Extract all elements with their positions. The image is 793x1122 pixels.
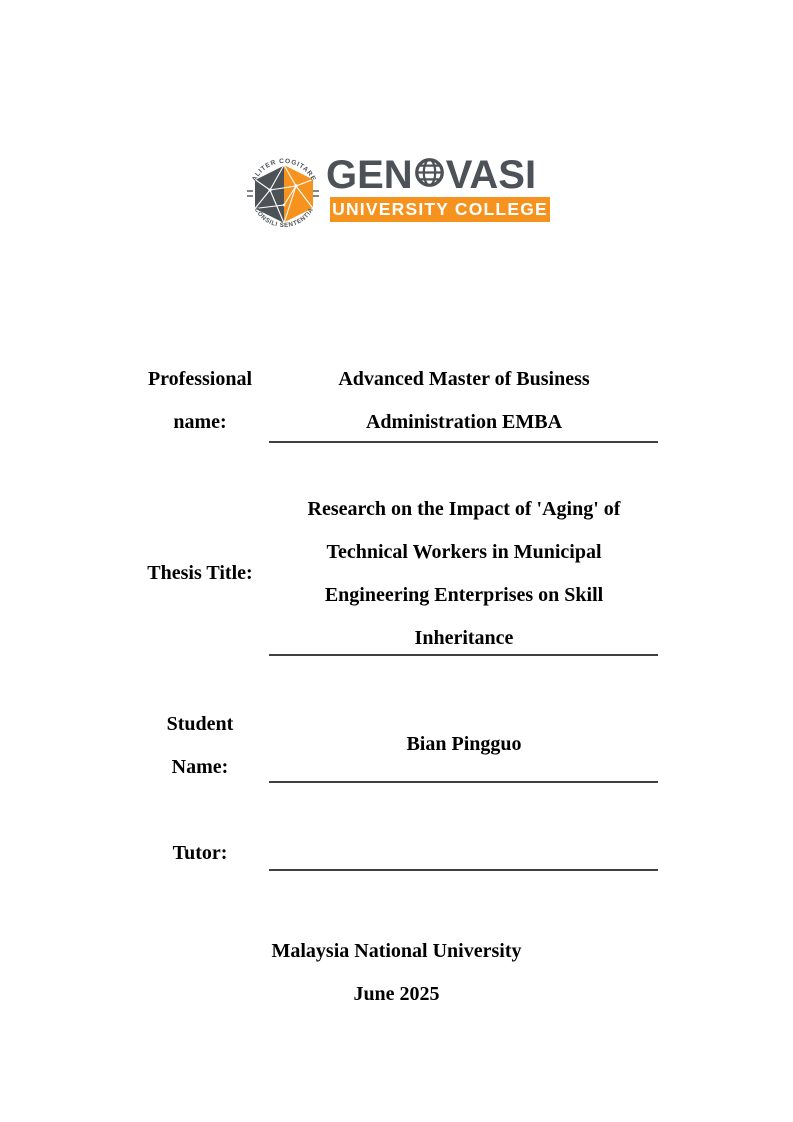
value-line: Inheritance (414, 627, 514, 649)
wordmark-text-pre: GEN (326, 153, 413, 197)
wordmark-text-post: VASI (445, 153, 537, 197)
professional-name-label (130, 358, 270, 444)
date-line: June 2025 (353, 983, 440, 1005)
label-line: name: (173, 411, 227, 433)
footer (0, 930, 793, 1016)
globe-icon (414, 157, 445, 188)
thesis-title-value (270, 488, 658, 660)
university-emblem-icon (246, 150, 320, 232)
fill-in-line-thesis (269, 654, 658, 656)
student-name-value: Bian Pingguo (406, 733, 522, 755)
label-line: Student (166, 713, 234, 735)
institution-name: Malaysia National University (271, 940, 522, 962)
emblem-motto-bottom: CONSILI SENTENTIA (252, 206, 316, 230)
banner-label: UNIVERSITY COLLEGE (332, 199, 548, 219)
value-line: Advanced Master of Business (338, 368, 590, 390)
thesis-title-label: Thesis Title: (147, 562, 253, 584)
value-line: Research on the Impact of 'Aging' of (307, 498, 621, 520)
fill-in-line-professional (269, 441, 658, 443)
emblem-motto-top: ALITER COGITARE (251, 157, 317, 183)
fill-in-line-student (269, 781, 658, 783)
professional-name-value (270, 358, 658, 444)
student-name-label (130, 703, 270, 789)
university-wordmark (326, 155, 536, 197)
label-line: Professional (147, 368, 253, 390)
tutor-label: Tutor: (172, 842, 228, 864)
fill-in-line-tutor (269, 869, 658, 871)
value-line: Engineering Enterprises on Skill (324, 584, 604, 606)
value-line: Administration EMBA (365, 411, 563, 433)
university-college-banner (330, 197, 550, 222)
value-line: Technical Workers in Municipal (326, 541, 602, 563)
label-line: Name: (171, 756, 229, 778)
